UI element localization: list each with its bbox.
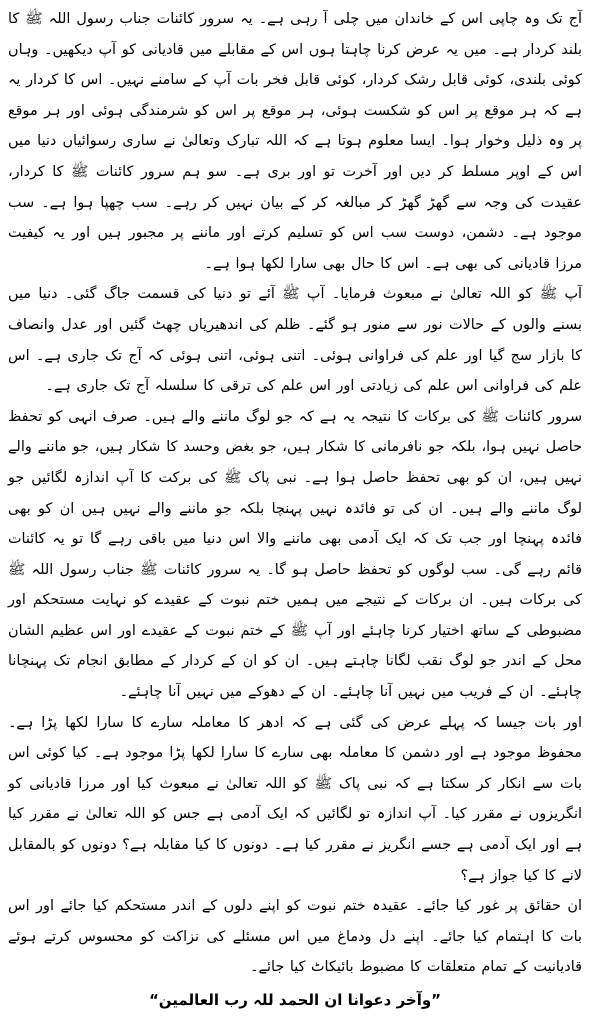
paragraph-record-comparison: اور بات جیسا کہ پہلے عرض کی گئی ہے کہ ادھر کا معاملہ سارے کا سارا لکھا پڑا ہے۔ محفوظ موجود ہے اور دشمن کا معاملہ بھی سارے کا سارا لکھا پڑا موجود ہے۔ کیا کوئی اس بات سے انکار کر سکتا ہے کہ نبی پاک ﷺ کو اللہ تعالیٰ نے مبعوث کیا اور مرزا قادیانی کو انگریزوں نے مقرر کیا۔ آپ اندازہ تو لگائیں کہ ایک آدمی ہے جس کو اللہ تعالیٰ نے مقرر کیا ہے اور ایک آدمی ہے جسے انگریز نے مقرر کیا ہے۔ دونوں کا کیا مقابلہ ہے؟ دونوں کو بالمقابل لانے کا کیا جواز ہے؟	[8, 714, 582, 884]
closing-prayer: ”وآخر دعوانا ان الحمد للہ رب العالمین“	[148, 991, 442, 1009]
paragraph-blessings-protection: سرور کائنات ﷺ کی برکات کا نتیجہ یہ ہے کہ جو لوگ ماننے والے ہیں۔ صرف انہی کو تحفظ حاصل نہیں ہوا، بلکہ جو نافرمانی کا شکار ہیں، جو بغض وحسد کا شکار ہیں، جو ماننے والے نہیں ہیں، ان کو بھی تحفظ حاصل ہوا ہے۔ نبی پاک ﷺ کی برکت کا آپ اندازہ لگائیں جو لوگ ماننے والے ہیں۔ ان کی تو فائدہ نہیں پہنچا بلکہ جو ماننے والے نہیں ہیں ان کو بھی فائدہ پہنچا اور جب تک کہ ایک آدمی بھی ماننے والا اس دنیا میں باقی رہے گا تو یہ کائنات قائم رہے گی۔ سب لوگوں کو تحفظ حاصل ہو گا۔ یہ سرور کائنات ﷺ جناب رسول اللہ ﷺ کی برکات ہیں۔ ان برکات کے نتیجے میں ہمیں ختم نبوت کے عقیدے کو نہایت مستحکم اور مضبوطی کے ساتھ اختیار کرنا چاہئے اور آپ ﷺ کے ختم نبوت کے عقیدے اور اس عظیم الشان محل کے اندر جو لوگ نقب لگانا چاہتے ہیں۔ ان کو ان کے کردار کے مطابق انجام تک پہنچانا چاہئے۔ ان کے فریب میں نہیں آنا چاہئے۔ ان کے دھوکے میں نہیں آنا چاہئے۔	[8, 408, 582, 701]
paragraph-conclusion: ان حقائق پر غور کیا جائے۔ عقیدہ ختم نبوت کو اپنے دلوں کے اندر مستحکم کیا جائے اور اس بات کا اہتمام کیا جائے۔ اپنے دل ودماغ میں اس مسئلے کی نزاکت کو محسوس کرتے ہوئے قادیانیت کے تمام متعلقات کا مضبوط بائیکاٹ کیا جائے۔	[8, 898, 582, 976]
paragraph-character-comparison: آج تک وہ چاپی اس کے خاندان میں چلی آ رہی ہے۔ یہ سرور کائنات جناب رسول اللہ ﷺ کا بلند کردار ہے۔ میں یہ عرض کرنا چاہتا ہوں اس کے مقابلے میں قادیانی کو آپ دیکھیں۔ وہاں کوئی بلندی، کوئی قابل رشک کردار، کوئی قابل فخر بات آپ کے سامنے نہیں۔ اس کا کردار یہ ہے کہ ہر موقع پر اس کو شکست ہوئی، ہر موقع پر اس کو شرمندگی ہوئی اور ہر موقع پر وہ ذلیل وخوار ہوا۔ ایسا معلوم ہوتا ہے کہ اللہ تبارک وتعالیٰ نے ساری رسوائیاں دنیا میں اس کے اوپر مسلط کر دیں اور آخرت تو اور بری ہے۔ سو ہم سرور کائنات ﷺ کا کردار، عقیدت کی وجہ سے گھڑ گھڑ کر مبالغہ کر کے بیان نہیں کر رہے۔ سب چھپا ہوا ہے۔ سب موجود ہے۔ دشمن، دوست سب اس کو تسلیم کرتے اور ماننے پر مجبور ہیں اور یہ کیفیت مرزا قادیانی کی بھی ہے۔ اس کا حال بھی سارا لکھا ہوا ہے۔	[8, 11, 582, 272]
paragraph-prophet-arrival: آپ ﷺ کو اللہ تعالیٰ نے مبعوث فرمایا۔ آپ ﷺ آئے تو دنیا کی قسمت جاگ گئی۔ دنیا میں بسنے والوں کے حالات نور سے منور ہو گئے۔ ظلم کی اندھیریاں چھٹ گئیں اور عدل وانصاف کا بازار سج گیا اور علم کی فراوانی ہوئی۔ اتنی ہوئی، اتنی ہوئی کہ آج تک جاری ہے۔ اس علم کی فراوانی اس علم کی زیادتی اور اس علم کی ترقی کا سلسلہ آج تک جاری ہے۔	[8, 286, 582, 395]
